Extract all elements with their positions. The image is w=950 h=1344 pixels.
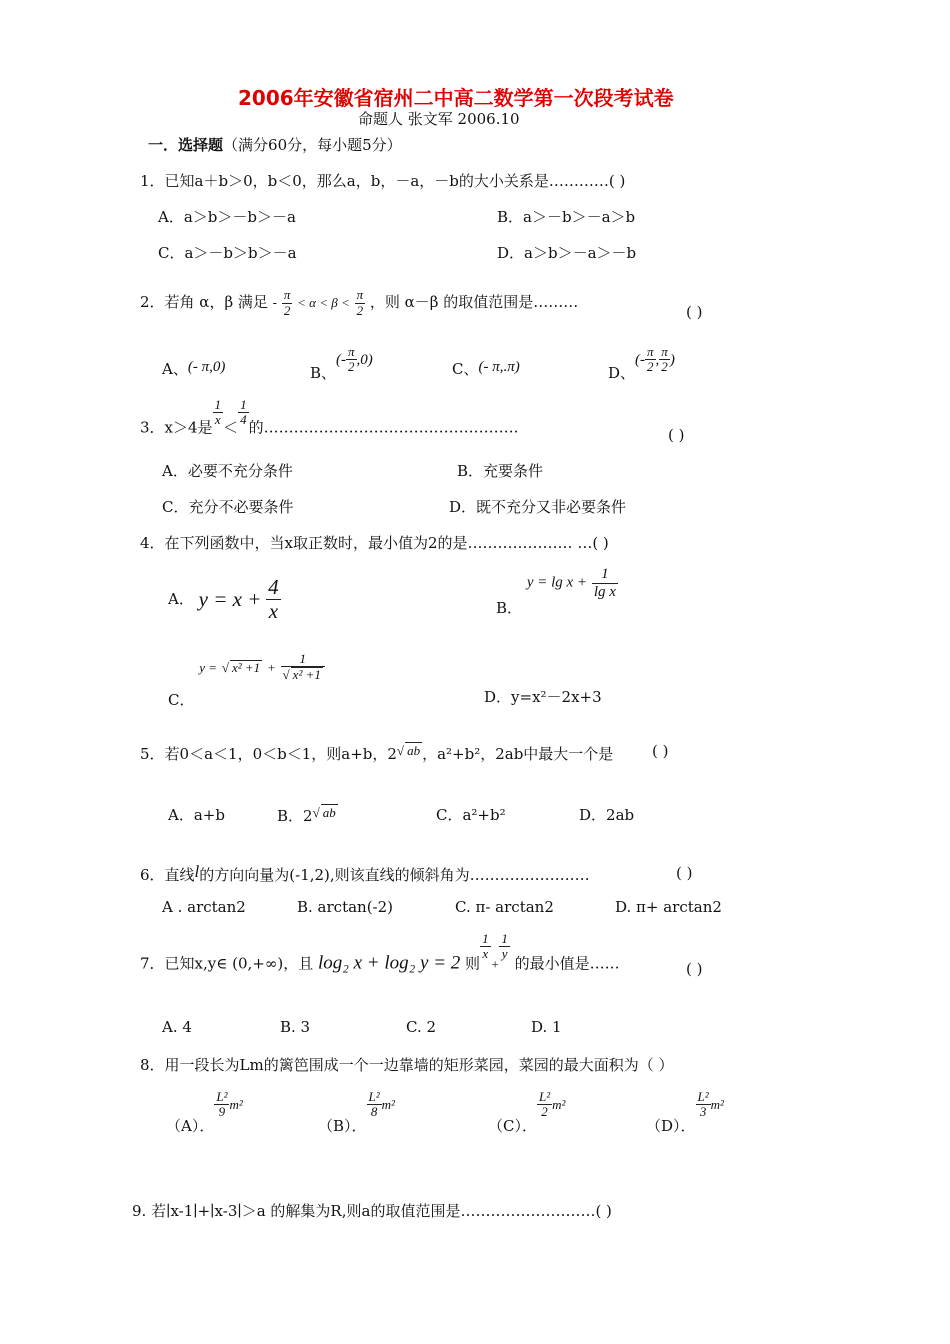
q2-answer-paren: ( )	[686, 303, 703, 321]
q2-option-a: A、(- π,0)	[162, 359, 226, 378]
q5-option-c: C．a²+b²	[436, 806, 506, 824]
q7-option-b: B. 3	[280, 1018, 311, 1036]
q8-stem: 8．用一段长为Lm的篱笆围成一个一边靠墙的矩形菜园，菜园的最大面积为（ ）	[140, 1056, 674, 1074]
q1-option-b: B．a＞－b＞－a＞b	[497, 208, 636, 226]
q7-stem: 7．已知x,y∈ (0,+∞)，且 log₂ x + log₂ y = 2 则 $\frac{1}{x}$ + $\frac{1}{y}$ 的最小值是……	[140, 931, 620, 974]
section-note: （满分60分，每小题5分）	[223, 136, 402, 154]
q9-stem: 9. 若∣x-1∣+∣x-3∣＞a 的解集为R,则a的取值范围是………………………( )	[132, 1202, 612, 1220]
q2-stem	[140, 280, 578, 324]
q6-option-a: A . arctan2	[162, 898, 246, 916]
q8-option-d: （D）． $\frac{\text{L²}}{3}$ m²	[646, 1089, 724, 1135]
q4-option-b: B． y = lg x + $\frac{1}{\text{lg x}}$	[496, 566, 616, 617]
q7-answer-paren: ( )	[686, 960, 703, 978]
q1-option-d: D．a＞b＞－a＞－b	[497, 244, 637, 262]
q7-option-d: D. 1	[531, 1018, 562, 1036]
q4-stem: 4．在下列函数中，当x取正数时，最小值为2的是………………… …( )	[140, 534, 609, 552]
q5-answer-paren: ( )	[652, 742, 669, 760]
q4-option-a: A． y = x + $\frac{4}{x}$	[168, 575, 279, 624]
q7-option-a: A. 4	[162, 1018, 192, 1036]
q6-stem: 6．直线l的方向向量为(-1,2),则该直线的倾斜角为……………………	[140, 862, 590, 884]
q7-option-c: C. 2	[406, 1018, 437, 1036]
page-title: 2006年安徽省宿州二中高二数学第一次段考试卷	[238, 86, 674, 110]
q3-stem: 3．x＞4是 $\frac{1}{x}$ ＜ $\frac{1}{4}$ 的……………………………………………	[140, 397, 519, 437]
q8-option-a: （A）． $\frac{\text{L²}}{9}$ m²	[166, 1089, 243, 1135]
q4-option-d: D．y=x²－2x+3	[484, 688, 602, 706]
q5-option-a: A．a+b	[168, 806, 225, 824]
section-name: 选择题	[178, 136, 224, 154]
q2-stem-post: ，则 α－β 的取值范围是………	[369, 293, 579, 311]
q6-option-c: C. π- arctan2	[455, 898, 554, 916]
q8-option-b: （B）． $\frac{\text{L²}}{8}$ m²	[318, 1089, 395, 1135]
author-date: 命题人 张文军 2006.10	[358, 110, 520, 128]
q2-option-d: D、(- $\frac{\pi}{2}$ , $\frac{\pi}{2}$ )	[608, 344, 675, 382]
q4-option-c: C． y = √ x² +1 + $\frac{1}{\text{√ x² +1}}$	[168, 652, 325, 708]
q5-option-d: D．2ab	[579, 806, 635, 824]
q3-option-c: C．充分不必要条件	[162, 498, 294, 516]
q6-option-b: B. arctan(-2)	[297, 898, 394, 916]
q3-answer-paren: ( )	[668, 426, 685, 444]
q3-option-b: B．充要条件	[457, 462, 544, 480]
q5-option-b: B．2√ ab	[277, 805, 336, 825]
q3-option-a: A．必要不充分条件	[162, 462, 293, 480]
q5-stem: 5．若0＜a＜1，0＜b＜1，则a+b，2√ ab ，a²+b²，2ab中最大一个是	[140, 743, 614, 763]
q6-option-d: D. π+ arctan2	[615, 898, 722, 916]
section-header	[148, 134, 402, 155]
q6-answer-paren: ( )	[676, 864, 693, 882]
q3-option-d: D．既不充分又非必要条件	[449, 498, 627, 516]
q1-stem: 1．已知a＋b＞0，b＜0，那么a，b，－a，－b的大小关系是…………( )	[140, 172, 626, 190]
section-number: 一．	[148, 136, 179, 154]
q2-option-c: C、(- π,.π)	[452, 359, 520, 378]
q2-option-b: B、(- $\frac{\pi}{2}$ ,0)	[310, 344, 373, 382]
q1-option-a: A．a＞b＞－b＞－a	[158, 208, 296, 226]
q8-option-c: （C）． $\frac{\text{L²}}{2}$ m²	[488, 1089, 566, 1135]
q2-stem-pre: 2．若角 α，β 满足	[140, 293, 268, 311]
q1-option-c: C．a＞－b＞b＞－a	[158, 244, 297, 262]
q2-condition: - $\frac{\pi}{2}$ < α < β < $\frac{\pi}{2}$	[272, 287, 364, 318]
